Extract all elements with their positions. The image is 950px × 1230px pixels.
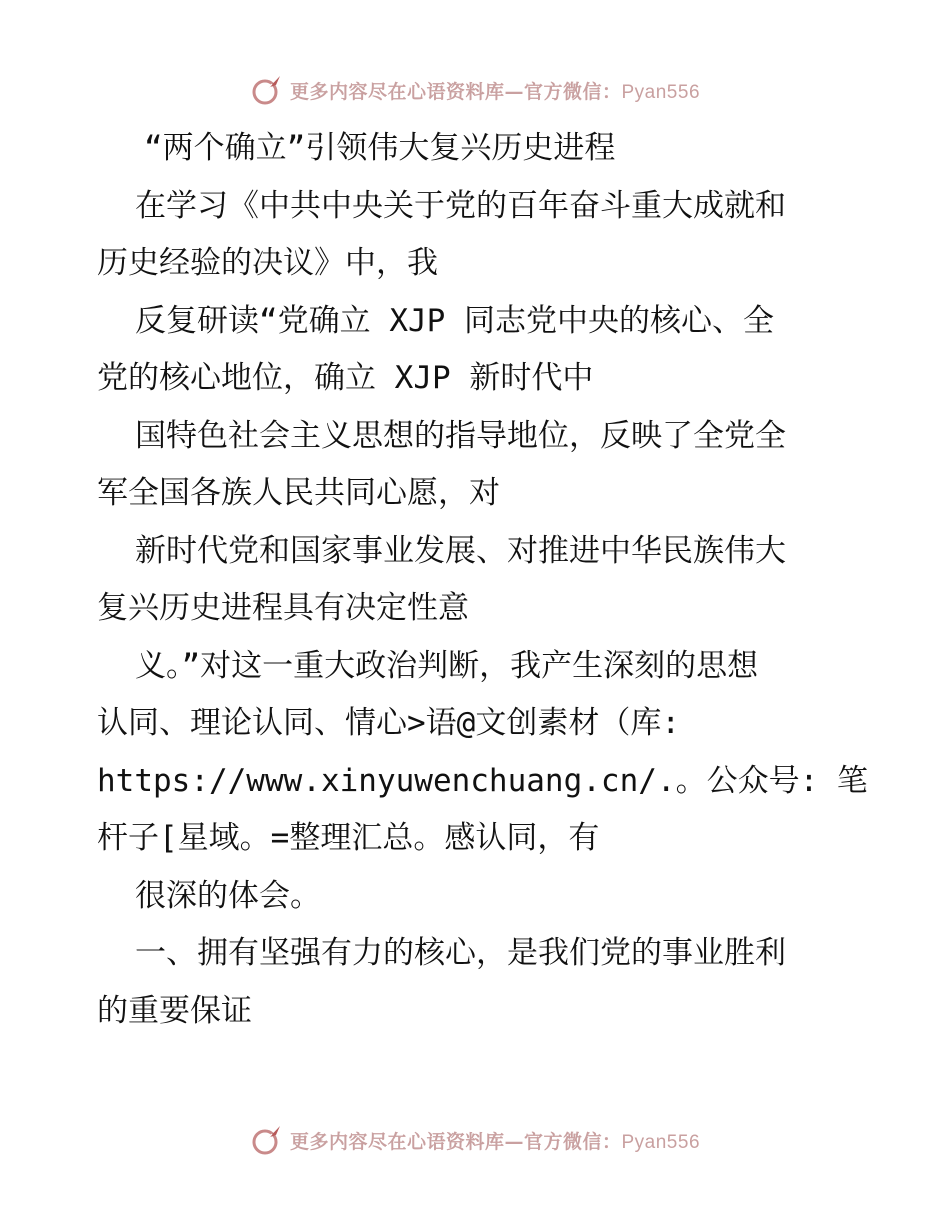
paragraph-line: 义。”对这一重大政治判断，我产生深刻的思想 [135, 647, 759, 684]
paragraph-line: 复兴历史进程具有决定性意 [97, 590, 469, 626]
header-wechat-id: Pyan556 [621, 81, 701, 103]
paragraph-line: 历史经验的决议》中，我 [97, 245, 438, 281]
paragraph-line: 认同、理论认同、情心>语@文创素材（库: [97, 705, 680, 741]
paragraph-line: 反复研读“党确立 XJP 同志党中央的核心、全 [135, 302, 774, 339]
document-title: “两个确立”引领伟大复兴历史进程 [144, 130, 616, 166]
footer-banner [0, 1120, 950, 1160]
paragraph-line: 党的核心地位，确立 XJP 新时代中 [97, 360, 594, 396]
document-body [97, 120, 868, 1040]
paragraph-line: 新时代党和国家事业发展、对推进中华民族伟大 [135, 532, 786, 569]
paragraph-line: 在学习《中共中央关于党的百年奋斗重大成就和 [135, 187, 786, 224]
section-heading: 一、拥有坚强有力的核心，是我们党的事业胜利 [135, 935, 786, 971]
paragraph-line: 杆子[星域。=整理汇总。感认同，有 [97, 820, 600, 856]
feather-circle-logo-icon [250, 1123, 284, 1157]
paragraph-line: 国特色社会主义思想的指导地位，反映了全党全 [135, 417, 786, 454]
footer-wechat-id: Pyan556 [621, 1131, 701, 1153]
header-banner [0, 70, 950, 110]
paragraph-line: 军全国各族人民共同心愿，对 [97, 475, 500, 511]
header-banner-text: 更多内容尽在心语资料库—官方微信：Pyan556 [289, 80, 701, 103]
feather-circle-logo-icon [250, 73, 284, 107]
section-heading-continued: 的重要保证 [97, 992, 252, 1029]
footer-banner-text: 更多内容尽在心语资料库—官方微信：Pyan556 [289, 1130, 701, 1153]
paragraph-line: 很深的体会。 [135, 877, 321, 914]
paragraph-line: https://www.xinyuwenchuang.cn/.。公众号: 笔 [97, 762, 868, 799]
